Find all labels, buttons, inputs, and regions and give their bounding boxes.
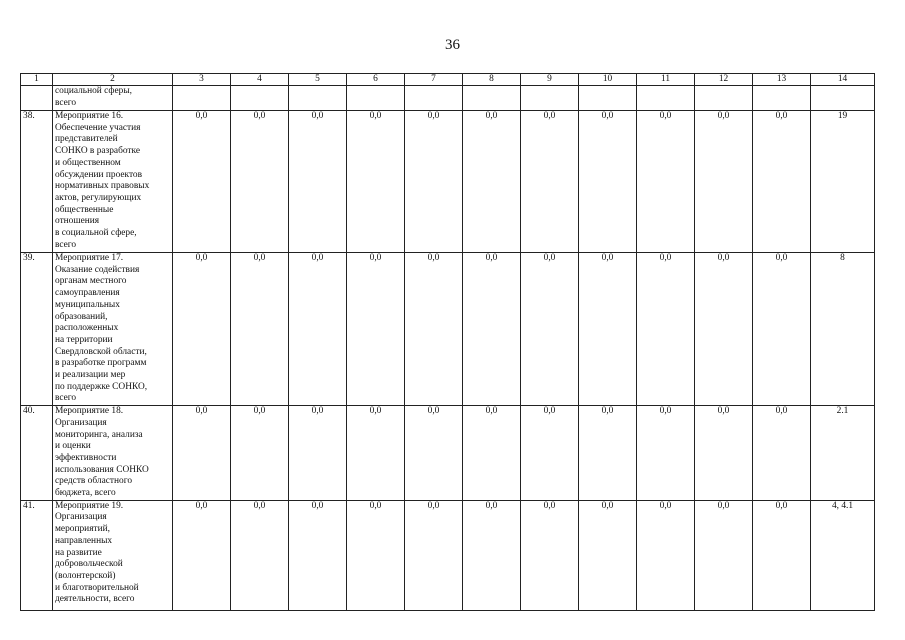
value-cell: 0,0 — [753, 253, 811, 406]
value-cell: 0,0 — [405, 111, 463, 253]
table-row — [21, 406, 875, 501]
value-cell — [463, 86, 521, 111]
value-cell: 0,0 — [231, 253, 289, 406]
value-cell: 0,0 — [753, 500, 811, 610]
value-cell: 0,0 — [463, 500, 521, 610]
reference-cell: 19 — [811, 111, 875, 253]
value-cell: 0,0 — [521, 111, 579, 253]
value-cell: 0,0 — [231, 500, 289, 610]
row-number-cell — [21, 86, 53, 111]
reference-cell — [811, 86, 875, 111]
row-number-cell: 39. — [21, 253, 53, 406]
table-row — [21, 111, 875, 253]
value-cell: 0,0 — [347, 253, 405, 406]
value-cell — [695, 86, 753, 111]
row-description-cell: социальной сферы, всего — [53, 86, 173, 111]
value-cell: 0,0 — [637, 253, 695, 406]
value-cell: 0,0 — [289, 111, 347, 253]
reference-cell: 8 — [811, 253, 875, 406]
table-row — [21, 253, 875, 406]
value-cell: 0,0 — [405, 500, 463, 610]
value-cell: 0,0 — [579, 406, 637, 501]
header-cell: 3 — [173, 74, 231, 86]
value-cell: 0,0 — [289, 406, 347, 501]
header-cell: 4 — [231, 74, 289, 86]
table-header-row — [21, 74, 875, 86]
page-number: 36 — [445, 37, 460, 53]
header-cell: 11 — [637, 74, 695, 86]
table-row — [21, 500, 875, 610]
value-cell: 0,0 — [637, 406, 695, 501]
header-cell: 8 — [463, 74, 521, 86]
value-cell: 0,0 — [695, 253, 753, 406]
value-cell — [347, 86, 405, 111]
value-cell: 0,0 — [521, 500, 579, 610]
value-cell: 0,0 — [347, 111, 405, 253]
row-number-cell: 38. — [21, 111, 53, 253]
row-number-cell: 41. — [21, 500, 53, 610]
row-description-cell: Мероприятие 19. Организация мероприятий, направленных на развитие добровольческой (волонтерской) и благотворительной деятельности, всего — [53, 500, 173, 610]
value-cell — [231, 86, 289, 111]
value-cell — [637, 86, 695, 111]
header-cell: 6 — [347, 74, 405, 86]
value-cell: 0,0 — [231, 406, 289, 501]
header-cell: 7 — [405, 74, 463, 86]
value-cell: 0,0 — [753, 406, 811, 501]
value-cell: 0,0 — [637, 111, 695, 253]
value-cell: 0,0 — [173, 111, 231, 253]
value-cell: 0,0 — [173, 500, 231, 610]
header-cell: 2 — [53, 74, 173, 86]
value-cell — [405, 86, 463, 111]
header-cell: 12 — [695, 74, 753, 86]
value-cell: 0,0 — [405, 253, 463, 406]
value-cell: 0,0 — [579, 500, 637, 610]
value-cell: 0,0 — [521, 406, 579, 501]
value-cell: 0,0 — [579, 253, 637, 406]
header-cell: 9 — [521, 74, 579, 86]
row-description-cell: Мероприятие 17. Оказание содействия органам местного самоуправления муниципальных образований, расположенных на территории Свердловской области, в разработке программ и реализации мер по поддержке СОНКО, всего — [53, 253, 173, 406]
value-cell: 0,0 — [463, 406, 521, 501]
value-cell: 0,0 — [173, 253, 231, 406]
row-description-cell: Мероприятие 18. Организация мониторинга, анализа и оценки эффективности использования СОНКО средств областного бюджета, всего — [53, 406, 173, 501]
budget-table — [20, 73, 875, 611]
header-cell: 13 — [753, 74, 811, 86]
value-cell: 0,0 — [579, 111, 637, 253]
header-cell: 14 — [811, 74, 875, 86]
value-cell: 0,0 — [463, 111, 521, 253]
value-cell: 0,0 — [521, 253, 579, 406]
value-cell — [289, 86, 347, 111]
value-cell: 0,0 — [347, 500, 405, 610]
value-cell: 0,0 — [173, 406, 231, 501]
header-cell: 10 — [579, 74, 637, 86]
row-number-cell: 40. — [21, 406, 53, 501]
reference-cell: 4, 4.1 — [811, 500, 875, 610]
header-cell: 5 — [289, 74, 347, 86]
value-cell — [753, 86, 811, 111]
value-cell — [173, 86, 231, 111]
value-cell: 0,0 — [289, 253, 347, 406]
value-cell: 0,0 — [695, 500, 753, 610]
row-description-cell: Мероприятие 16. Обеспечение участия представителей СОНКО в разработке и общественном обсуждении проектов нормативных правовых актов, регулирующих общественные отношения в социальной сфере, всего — [53, 111, 173, 253]
value-cell: 0,0 — [347, 406, 405, 501]
value-cell: 0,0 — [463, 253, 521, 406]
value-cell: 0,0 — [695, 406, 753, 501]
value-cell — [579, 86, 637, 111]
value-cell: 0,0 — [637, 500, 695, 610]
value-cell: 0,0 — [289, 500, 347, 610]
value-cell: 0,0 — [753, 111, 811, 253]
value-cell: 0,0 — [231, 111, 289, 253]
value-cell: 0,0 — [695, 111, 753, 253]
value-cell: 0,0 — [405, 406, 463, 501]
reference-cell: 2.1 — [811, 406, 875, 501]
header-cell: 1 — [21, 74, 53, 86]
table-row — [21, 86, 875, 111]
value-cell — [521, 86, 579, 111]
